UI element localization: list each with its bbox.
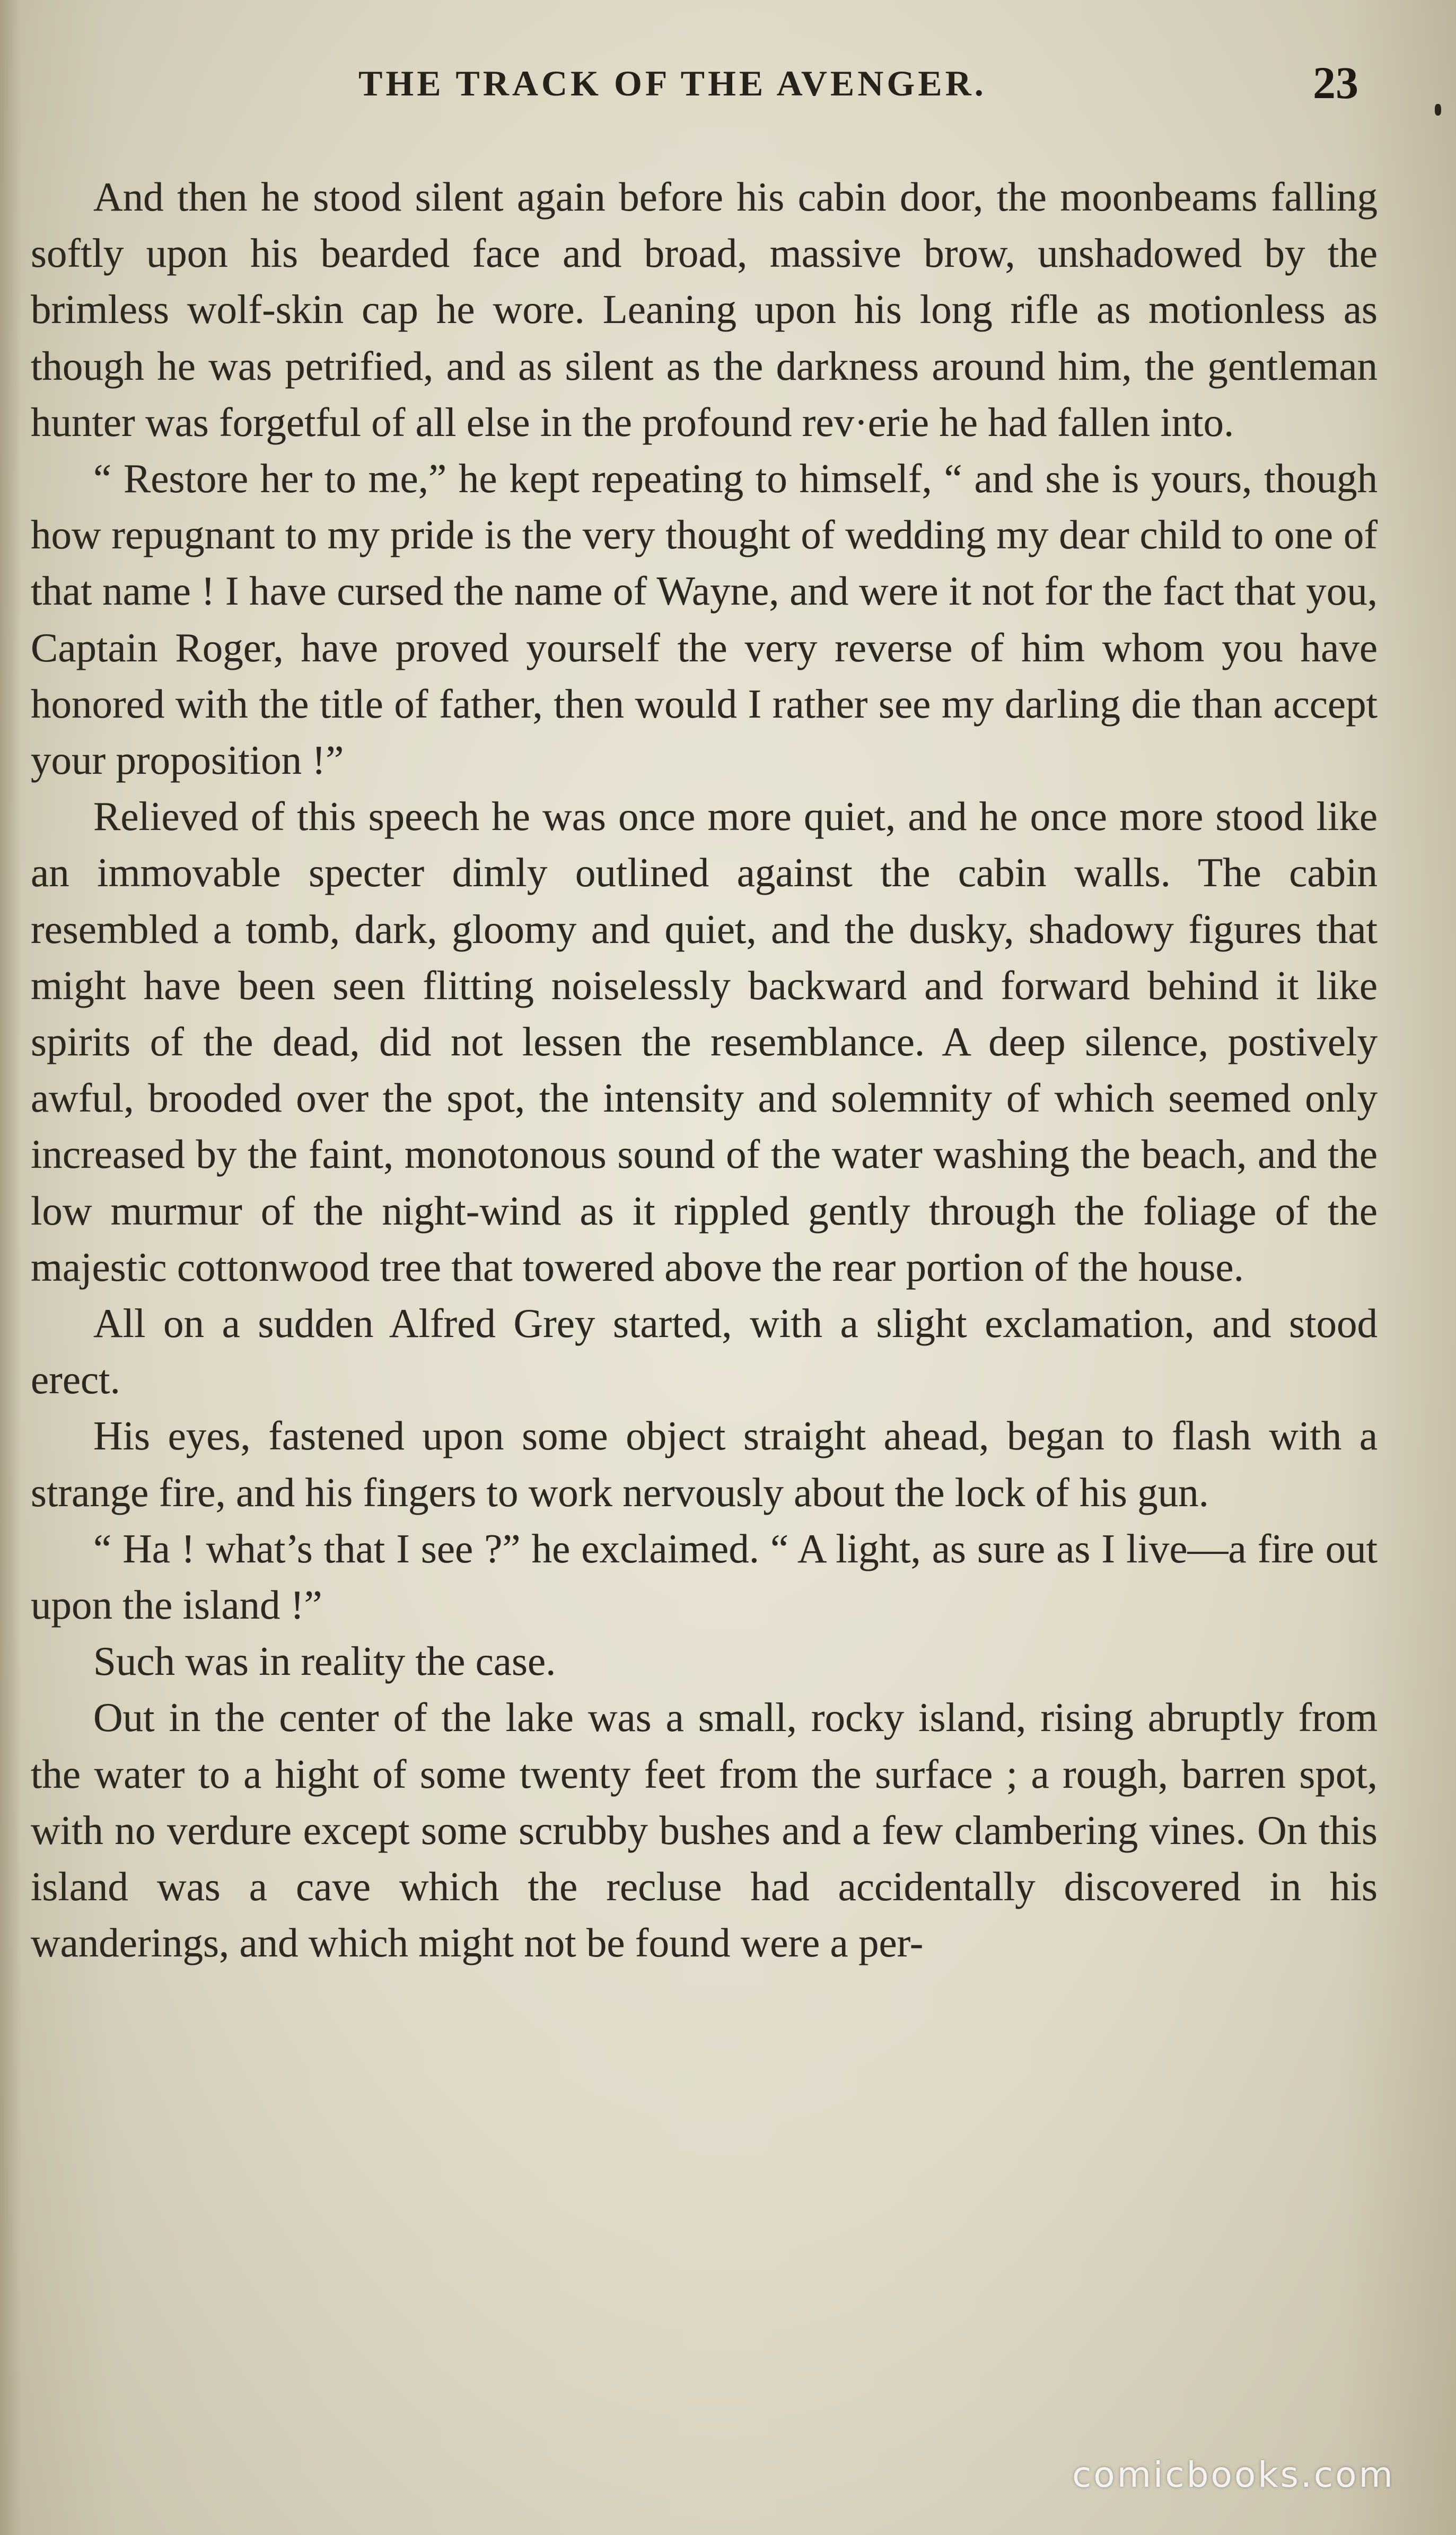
- paragraph: “ Restore her to me,” he kept repeating to himself, “ and she is yours, though how repugnant to my pride is the very thought of wedding my dear child to one of that name ! I have cursed the name of Wayne, and were it not for the fact that you, Captain Roger, have proved yourself the very reverse of him whom you have honored with the title of father, then would I rather see my darling die than accept your proposition !”: [31, 456, 1378, 783]
- paragraph: And then he stood silent again before his cabin door, the moonbeams falling softly upon his bearded face and broad, massive brow, unshadowed by the brimless wolf-skin cap he wore. Leaning upon his long rifle as motionless as though he was petrified, and as silent as the darkness around him, the gentleman hunter was forgetful of all else in the profound rev·erie he had fallen into.: [31, 174, 1378, 445]
- watermark: comicbooks.com: [1072, 2454, 1395, 2495]
- ink-speck: [1435, 104, 1441, 116]
- page-number: 23: [1313, 57, 1358, 108]
- paragraph: Such was in reality the case.: [93, 1638, 556, 1684]
- paragraph: Out in the center of the lake was a small, rocky island, rising abruptly from the water to a hight of some twenty feet from the surface ; a rough, barren spot, with no verdure except some scrubby bushes and a few clambering vines. On this island was a cave which the recluse had accidentally discovered in his wanderings, and which might not be found were a per-: [31, 1694, 1378, 1966]
- paragraph: “ Ha ! what’s that I see ?” he exclaimed. “ A light, as sure as I live—a fire out upon the island !”: [31, 1525, 1378, 1628]
- page-header: [0, 57, 1456, 116]
- paragraph: Relieved of this speech he was once more quiet, and he once more stood like an immovable specter dimly outlined against the cabin walls. The cabin resembled a tomb, dark, gloomy and quiet, and the dusky, shadowy figures that might have been seen flitting noiselessly backward and forward behind it like spirits of the dead, did not lessen the resemblance. A deep silence, postively awful, brooded over the spot, the intensity and solemnity of which seemed only increased by the faint, monotonous sound of the water washing the beach, and the low murmur of the night-wind as it rippled gently through the foliage of the majestic cottonwood tree that towered above the rear portion of the house.: [31, 793, 1378, 1290]
- paragraph: All on a sudden Alfred Grey started, with a slight exclamation, and stood erect.: [31, 1300, 1378, 1403]
- running-head: THE TRACK OF THE AVENGER.: [358, 63, 987, 103]
- body-text: [31, 169, 1378, 1971]
- paragraph: His eyes, fastened upon some object straight ahead, began to flash with a strange fire, and his fingers to work nervously about the lock of his gun.: [31, 1413, 1378, 1515]
